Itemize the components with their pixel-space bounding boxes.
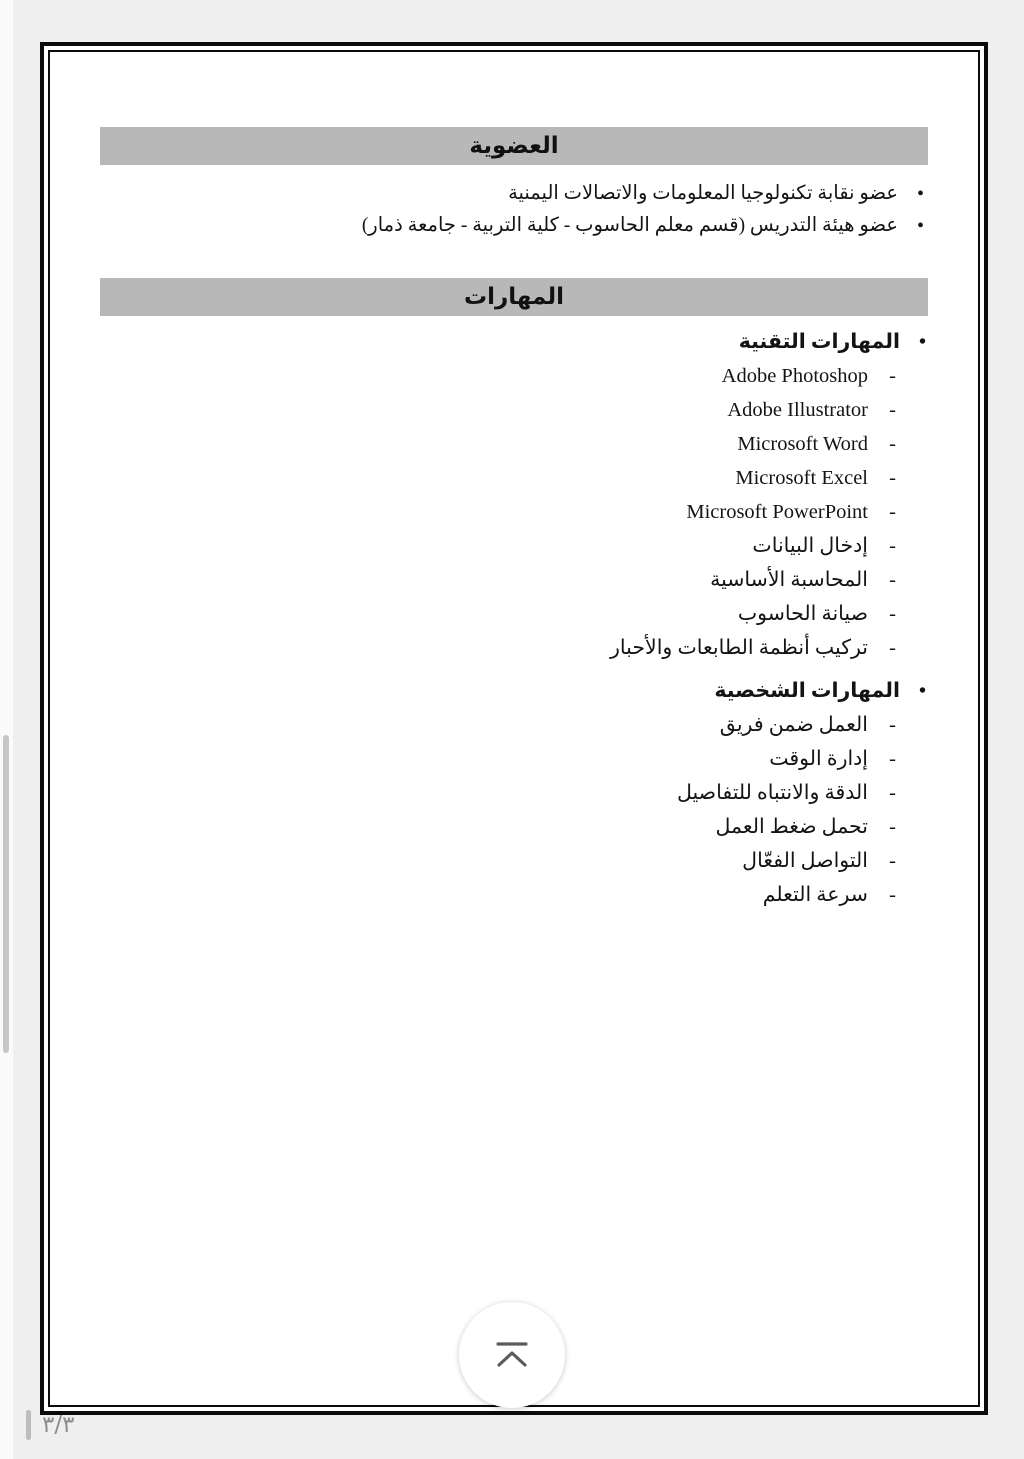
skill-group-personal — [100, 674, 928, 912]
skill-item-text: Microsoft Word — [737, 433, 868, 455]
section-header-skills — [100, 278, 928, 316]
skill-item — [100, 597, 928, 631]
section-title-skills: المهارات — [464, 284, 564, 309]
skill-item — [100, 563, 928, 597]
skill-group-technical — [100, 325, 928, 665]
scrollbar-track[interactable] — [0, 0, 13, 1459]
skill-list-technical — [100, 359, 928, 665]
page-border-frame — [48, 50, 980, 1407]
skill-item-text: تركيب أنظمة الطابعات والأحبار — [610, 637, 868, 659]
skill-item — [100, 495, 928, 529]
section-header-membership — [100, 127, 928, 165]
skill-item — [100, 461, 928, 495]
skill-item — [100, 844, 928, 878]
membership-item-text: عضو نقابة تكنولوجيا المعلومات والاتصالات اليمنية — [508, 183, 898, 204]
skill-item-text: العمل ضمن فريق — [719, 714, 868, 736]
skill-item — [100, 776, 928, 810]
skill-group-title-technical: • المهارات التقنية — [100, 325, 928, 359]
skill-item — [100, 529, 928, 563]
skill-item-text: Adobe Illustrator — [727, 399, 868, 421]
skill-item-text: Microsoft PowerPoint — [686, 501, 868, 523]
page-indicator: ٣/٣ — [42, 1412, 75, 1438]
page-content — [50, 52, 978, 1405]
scroll-to-top-button[interactable] — [459, 1302, 565, 1408]
skill-item — [100, 631, 928, 665]
skill-group-title-personal: • المهارات الشخصية — [100, 674, 928, 708]
skill-item-text: Microsoft Excel — [735, 467, 868, 489]
skill-item — [100, 393, 928, 427]
scrollbar-thumb[interactable] — [3, 735, 9, 1053]
skill-item — [100, 810, 928, 844]
skill-item-text: صيانة الحاسوب — [737, 603, 868, 625]
section-title-membership: العضوية — [469, 133, 559, 158]
skill-item-text: Adobe Photoshop — [721, 365, 868, 387]
membership-list — [100, 178, 928, 242]
skill-item — [100, 742, 928, 776]
skill-item-text: إدارة الوقت — [769, 748, 868, 770]
membership-item-text: عضو هيئة التدريس (قسم معلم الحاسوب - كلية التربية - جامعة ذمار) — [361, 215, 898, 236]
document-page — [40, 42, 988, 1415]
skill-item-text: إدخال البيانات — [752, 535, 868, 557]
skill-item — [100, 427, 928, 461]
membership-list-item — [100, 210, 928, 242]
skill-item-text: تحمل ضغط العمل — [715, 816, 868, 838]
skill-item — [100, 878, 928, 912]
skill-item — [100, 359, 928, 393]
scroll-indicator-nub — [26, 1410, 31, 1440]
membership-list-item — [100, 178, 928, 210]
scroll-to-top-icon — [491, 1341, 533, 1369]
skill-item-text: التواصل الفعّال — [742, 850, 868, 872]
skill-item-text: الدقة والانتباه للتفاصيل — [676, 782, 868, 804]
skill-item-text: سرعة التعلم — [762, 884, 868, 906]
skill-item — [100, 708, 928, 742]
skill-item-text: المحاسبة الأساسية — [710, 569, 868, 591]
skill-list-personal — [100, 708, 928, 912]
